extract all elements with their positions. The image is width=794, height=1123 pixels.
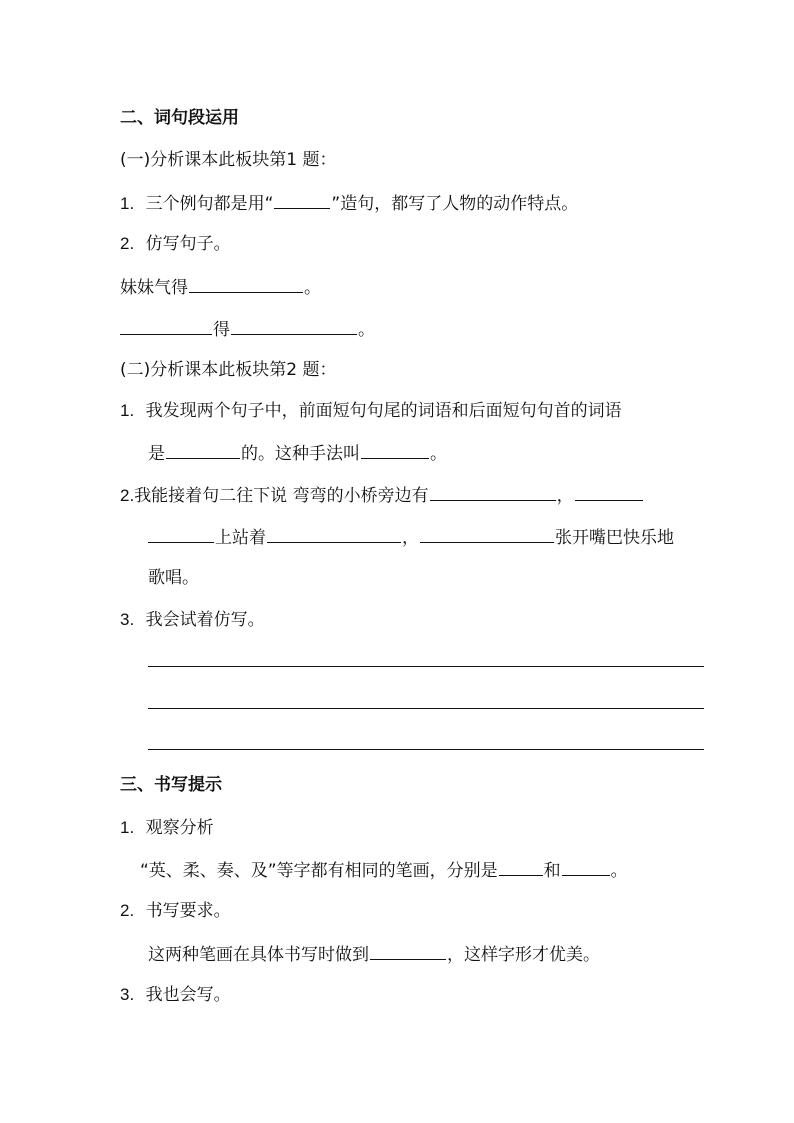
fill-blank[interactable] (189, 274, 303, 293)
section-3-q1 (120, 816, 214, 840)
writing-line[interactable] (148, 708, 704, 709)
q-number: 1. (120, 401, 135, 420)
fill-blank[interactable] (420, 524, 554, 543)
fill-blank[interactable] (274, 190, 330, 209)
q-text: 我能接着句二往下说 弯弯的小桥旁边有 (134, 486, 429, 506)
q-text: 我发现两个句子中，前面短句句尾的词语和后面短句句首的词语 (145, 401, 622, 421)
q-text: 书写要求。 (145, 901, 231, 921)
section-3-q3 (120, 983, 231, 1007)
fill-blank[interactable] (267, 524, 401, 543)
part-2-q1-line1 (120, 399, 622, 423)
q-text: “英、柔、奏、及”等字都有相同的笔画，分别是 (140, 861, 498, 881)
section-3-q2-detail (148, 941, 600, 967)
q-text: 的。这种手法叫 (241, 444, 360, 464)
fill-blank[interactable] (370, 941, 446, 960)
part-1-heading: (一)分析课本此板块第1 题： (120, 150, 337, 170)
fill-blank[interactable] (575, 482, 643, 501)
q-number: 2. (120, 234, 135, 253)
example-text: 。 (358, 320, 375, 340)
q-text: ”造句，都写了人物的动作特点。 (331, 194, 579, 214)
imitation-example-1 (120, 274, 321, 300)
fill-blank[interactable] (361, 440, 429, 459)
fill-blank[interactable] (430, 482, 556, 501)
fill-blank[interactable] (499, 857, 543, 876)
section-3-q1-detail (140, 857, 628, 883)
section-3-q2 (120, 899, 231, 923)
q-text: 和 (543, 861, 561, 881)
section-3-title: 三、书写提示 (120, 775, 222, 795)
fill-blank[interactable] (562, 857, 610, 876)
part-2-q3 (120, 608, 265, 632)
example-text: 妹妹气得 (120, 278, 188, 298)
part-2-q1-line2 (148, 440, 447, 466)
example-text: 。 (304, 278, 321, 298)
section-2-title: 二、词句段运用 (120, 108, 239, 128)
q-text: 三个例句都是用“ (145, 194, 274, 214)
q-number: 2. (120, 486, 135, 505)
fill-blank[interactable] (120, 316, 212, 335)
q-text: 张开嘴巴快乐地 (555, 528, 674, 548)
imitation-example-2 (120, 316, 375, 342)
part-2-heading: (二)分析课本此板块第2 题： (120, 360, 337, 380)
example-text: 得 (213, 320, 230, 340)
q-text: 。 (610, 861, 628, 881)
q-text: 我会试着仿写。 (145, 610, 265, 630)
q-text: 上站着 (215, 528, 266, 548)
q-number: 1. (120, 194, 135, 213)
part-1-q2 (120, 232, 231, 256)
q-text: ， (556, 486, 574, 506)
writing-line[interactable] (148, 749, 704, 750)
writing-line[interactable] (148, 666, 704, 667)
q-number: 3. (120, 610, 135, 629)
q-number: 1. (120, 818, 135, 837)
fill-blank[interactable] (231, 316, 357, 335)
part-2-q2-line3: 歌唱。 (148, 568, 199, 588)
q-text: 这两种笔画在具体书写时做到 (148, 945, 369, 965)
fill-blank[interactable] (148, 524, 214, 543)
q-text: 我也会写。 (145, 985, 231, 1005)
q-text: ，这样字形才优美。 (447, 945, 600, 965)
q-text: ， (402, 528, 419, 548)
q-text: 仿写句子。 (145, 234, 231, 254)
q-text: 观察分析 (145, 818, 214, 838)
q-text: 。 (430, 444, 447, 464)
q-number: 3. (120, 985, 135, 1004)
part-2-q2-line2 (148, 524, 674, 550)
q-number: 2. (120, 901, 135, 920)
q-text: 是 (148, 444, 165, 464)
part-2-q2-line1 (120, 482, 644, 508)
part-1-q1 (120, 190, 578, 216)
fill-blank[interactable] (166, 440, 240, 459)
